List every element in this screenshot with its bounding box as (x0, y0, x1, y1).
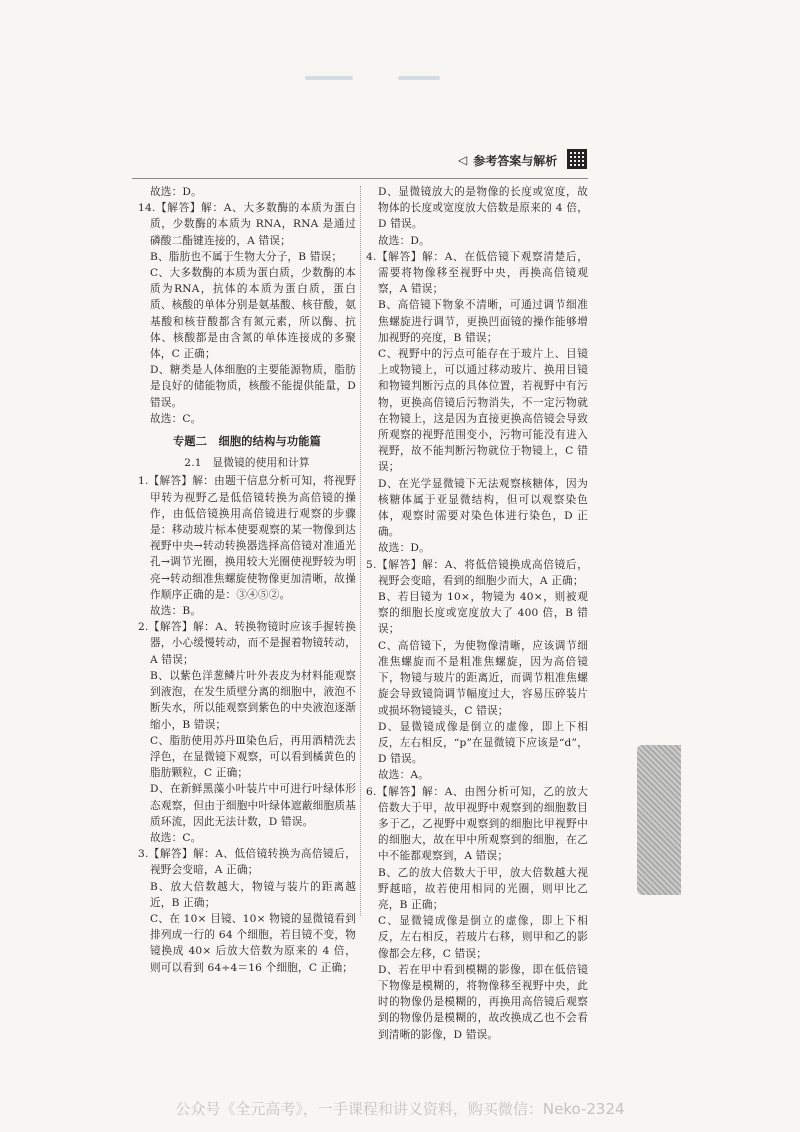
answer-line: 故选：C。 (150, 412, 202, 425)
answer-line: C、大多数酶的本质为蛋白质，少数酶的本质为RNA，抗体的本质为蛋白质，蛋白质、核酸的单体分别是氨基酸、核苷酸，氨基酸和核苷酸都含有氮元素，所以酶、抗体、核酸都是由含氮的单体连接成的多聚体，C 正确； (150, 267, 356, 361)
page-edge-tab (637, 745, 681, 895)
answer-line: D、显微镜成像是倒立的虚像，即上下相反，左右相反，“p”在显微镜下应该是“d”，D 错误。 (378, 720, 588, 766)
answer-line: D、显微镜放大的是物像的长度或宽度，故物体的长度或宽度放大倍数是原来的 4 倍，D 错误。 (378, 186, 588, 231)
answer-line: D、在新鲜黑藻小叶装片中可进行叶绿体形态观察，但由于细胞中叶绿体遮蔽细胞质基质环流，因此无法计数，D 错误。 (150, 783, 356, 828)
answer-line: B、脂肪也不属于生物大分子，B 错误； (150, 250, 343, 263)
answer-line: 故选：B。 (150, 605, 202, 618)
column-divider (360, 186, 361, 916)
answer-line: B、以紫色洋葱鳞片叶外表皮为材料能观察到液泡，在发生质壁分离的细胞中，液泡不断失水，所以能观察到紫色的中央液泡逐渐缩小，B 错误； (150, 669, 356, 731)
answer-line: 6.【解答】解：A、由图分析可知，乙的放大倍数大于甲，故甲视野中观察到的细胞数目多于乙，乙视野中观察到的细胞比甲视野中的细胞大，故在甲中所观察到的细胞，在乙中不能都观察到，A 错误； (366, 785, 588, 863)
answer-line: 4.【解答】解：A、在低倍镜下观察清楚后，需要将物像移至视野中央，再换高倍镜观察，A 错误； (366, 250, 588, 296)
answer-line: 2.【解答】解：A、转换物镜时应该手握转换器，小心缓慢转动，而不是握着物镜转动，A 错误； (138, 621, 356, 666)
answer-line: B、放大倍数越大，物镜与装片的距离越近，B 正确； (150, 880, 356, 909)
answer-line: 故选：D。 (378, 542, 430, 555)
answer-line: D、在光学显微镜下无法观察核糖体，因为核糖体属于亚显微结构，但可以观察染色体，观察时需要对染色体进行染色，D 正确。 (378, 477, 588, 539)
subsection-title: 2.1 显微镜的使用和计算 (184, 457, 310, 470)
header-rule (132, 178, 588, 179)
answer-line: 5.【解答】解：A、将低倍镜换成高倍镜后，视野会变暗，看到的细胞少而大，A 正确； (366, 558, 588, 587)
triangle-left-icon: ◁ (458, 153, 468, 167)
scan-smudge (398, 76, 440, 80)
answer-line: D、若在甲中看到模糊的影像，即在低倍镜下物像是模糊的，将物像移至视野中央，此时的物像仍是模糊的，再换用高倍镜后观察到的物像仍是模糊的，故改换成乙也不会看到清晰的影像，D 错误。 (378, 963, 588, 1041)
answer-line: 14.【解答】解：A、大多数酶的本质为蛋白质，少数酶的本质为 RNA，RNA 是通过磷酸二酯键连接的，A 错误； (138, 202, 356, 247)
answer-line: 1.【解答】解：由题干信息分析可知，将视野甲转为视野乙是低倍镜转换为高倍镜的操作，由低倍镜换用高倍镜进行观察的步骤是：移动玻片标本使要观察的某一物像到达视野中央→转动转换器选择高倍镜对准通光孔→调节光圈，换用较大光圈使视野较为明亮→转动细准焦螺旋使物像更加清晰，故操作顺序正确的是：③④⑤②。 (138, 475, 356, 601)
answer-line: 故选：D。 (150, 186, 202, 198)
answer-line: 故选：D。 (378, 234, 430, 247)
scan-smudge (305, 76, 353, 80)
footer-watermark: 公众号《全元高考》，一手课程和讲义资料，购买微信：Neko-2324 (175, 1100, 625, 1118)
answer-line: D、糖类是人体细胞的主要能源物质，脂肪是良好的储能物质，核酸不能提供能量，D 错误。 (150, 364, 356, 409)
answer-line: B、高倍镜下物象不清晰，可通过调节细准焦螺旋进行调节，更换凹面镜的操作能够增加视野的亮度，B 错误； (378, 299, 588, 344)
left-column (138, 184, 356, 976)
answer-line: 3.【解答】解：A、低倍镜转换为高倍镜后，视野会变暗，A 正确； (138, 848, 356, 877)
answer-line: C、在 10× 目镜、10× 物镜的显微镜看到排列成一行的 64 个细胞，若目镜不变，物镜换成 40× 后放大倍数为原来的 4 倍，则可以看到 64÷4＝16 个细胞，C 正确； (150, 912, 356, 974)
section-title: 专题二 细胞的结构与功能篇 (172, 435, 322, 449)
answer-line: B、若目镜为 10×，物镜为 40×，则被观察的细胞长度或宽度放大了 400 倍，B 错误； (378, 591, 588, 636)
answer-line: C、显微镜成像是倒立的虚像，即上下相反，左右相反，若玻片右移，则甲和乙的影像都会左移，C 错误； (378, 915, 588, 960)
answer-line: C、高倍镜下，为使物像清晰，应该调节细准焦螺旋而不是粗准焦螺旋，因为高倍镜下，物镜与玻片的距离近，而调节粗准焦螺旋会导致镜筒调节幅度过大，容易压碎装片或损坏物镜镜头，C 错误； (378, 639, 588, 717)
right-column (366, 184, 588, 1043)
answer-line: C、脂肪使用苏丹Ⅲ染色后，再用酒精洗去浮色，在显微镜下观察，可以看到橘黄色的脂肪颗粒，C 正确； (150, 734, 356, 780)
answer-line: 故选：C。 (150, 831, 202, 844)
header-title: 参考答案与解析 (473, 153, 558, 168)
answer-line: B、乙的放大倍数大于甲，放大倍数越大视野越暗，故若使用相同的光圈，则甲比乙亮，B 正确； (378, 866, 588, 911)
answer-line: 故选：A。 (378, 769, 430, 782)
qr-code-icon (567, 149, 587, 169)
answer-line: C、视野中的污点可能存在于玻片上、目镜上或物镜上，可以通过移动玻片、换用目镜和物镜判断污点的具体位置，若视野中有污物，更换高倍镜后污物消失，不一定污物就在物镜上，这是因为直接更换高倍镜会导致所观察的视野范围变小，污物可能没有进入视野，故不能判断污物就位于物镜上，C 错误； (378, 348, 588, 474)
